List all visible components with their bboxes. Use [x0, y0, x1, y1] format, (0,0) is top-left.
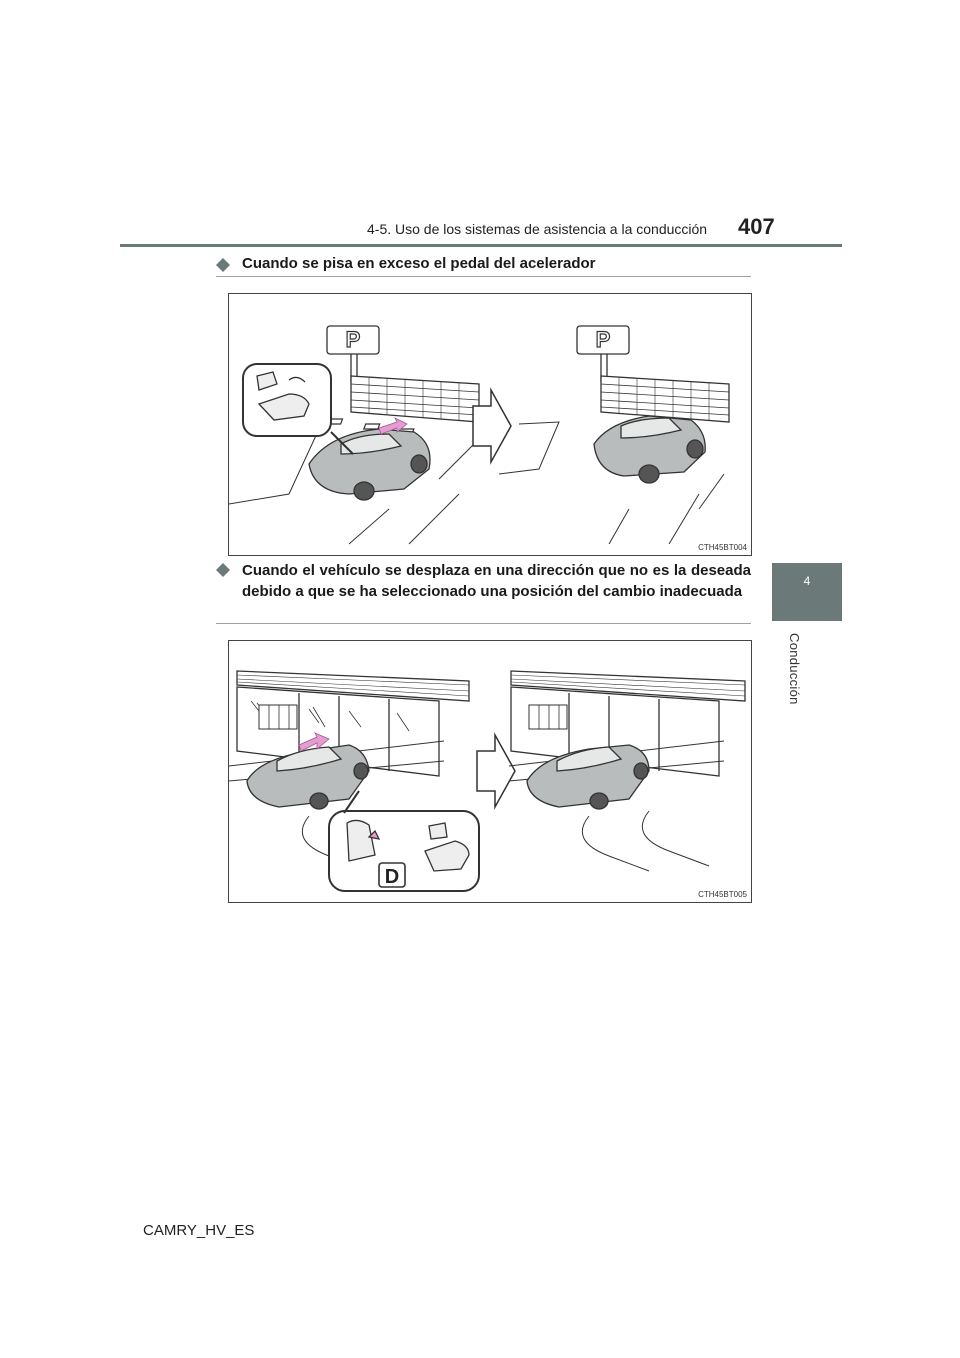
- parking-sign-letter: P: [595, 327, 611, 352]
- header-divider: [120, 244, 842, 247]
- figure-wrong-shift-storefront: [228, 640, 752, 903]
- car-left: [309, 429, 430, 500]
- shift-position-label: D: [384, 866, 400, 888]
- diamond-bullet-icon: [216, 563, 230, 577]
- chapter-label: Conducción: [787, 633, 802, 705]
- section-heading-accelerator: [216, 255, 751, 275]
- section-title: 4-5. Uso de los sistemas de asistencia a la conducción: [367, 221, 708, 237]
- section-divider: [216, 276, 751, 277]
- model-code: CAMRY_HV_ES: [143, 1222, 255, 1239]
- page-number: 407: [738, 214, 775, 239]
- section-heading-text: Cuando se pisa en exceso el pedal del acelerador: [242, 255, 596, 272]
- section-heading-text: Cuando el vehículo se desplaza en una dirección que no es la deseada debido a que se ha seleccionado una posición del cambio inadecuada: [242, 562, 751, 600]
- parking-illustration: [229, 294, 751, 555]
- parking-sign-letter: P: [345, 327, 361, 352]
- transition-arrow-icon: [477, 735, 515, 807]
- section-heading-wrong-direction: [216, 560, 751, 624]
- brick-wall-left: [351, 376, 479, 422]
- shift-inset: [329, 791, 479, 891]
- car-right: [594, 416, 705, 483]
- section-divider: [216, 623, 751, 624]
- chapter-tab[interactable]: [772, 563, 842, 621]
- storefront-illustration: [229, 641, 751, 902]
- brick-wall-right: [601, 376, 729, 422]
- diamond-bullet-icon: [216, 258, 230, 272]
- figure-code: CTH45BT004: [698, 543, 747, 552]
- figure-code: CTH45BT005: [698, 890, 747, 899]
- chapter-number: 4: [803, 574, 811, 588]
- figure-accelerator-parking: [228, 293, 752, 556]
